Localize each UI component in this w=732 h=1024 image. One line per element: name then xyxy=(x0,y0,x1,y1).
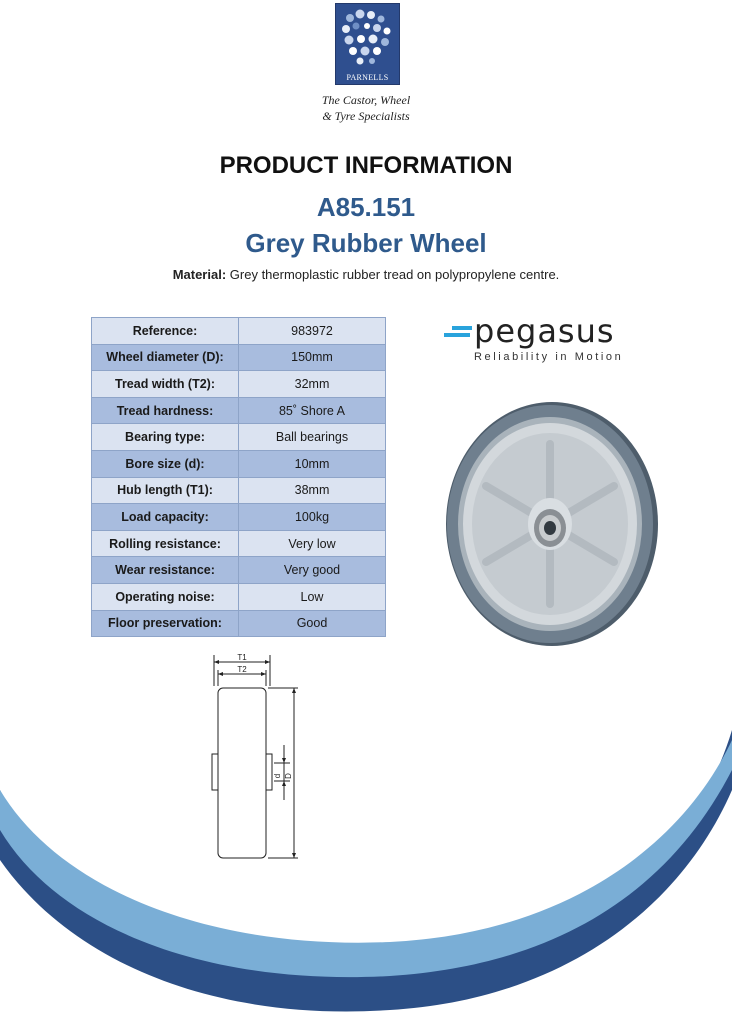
table-row xyxy=(92,450,386,477)
spec-value: 983972 xyxy=(239,318,386,345)
logo-tagline xyxy=(300,92,432,124)
spec-label: Bore size (d): xyxy=(92,450,239,477)
spec-value: 150mm xyxy=(239,344,386,371)
table-row xyxy=(92,583,386,610)
wheel-image xyxy=(442,400,658,648)
logo-circles-icon xyxy=(336,4,399,70)
table-row xyxy=(92,530,386,557)
spec-label: Operating noise: xyxy=(92,583,239,610)
spec-label: Wear resistance: xyxy=(92,557,239,584)
spec-value: 100kg xyxy=(239,504,386,531)
parnells-logo xyxy=(335,3,400,85)
table-row xyxy=(92,344,386,371)
spec-label: Load capacity: xyxy=(92,504,239,531)
spec-value: 38mm xyxy=(239,477,386,504)
material-text: Grey thermoplastic rubber tread on polypropylene centre. xyxy=(229,267,560,282)
table-row xyxy=(92,610,386,637)
spec-value: 85˚ Shore A xyxy=(239,397,386,424)
page-title: PRODUCT INFORMATION xyxy=(219,152,513,179)
spec-value: Very good xyxy=(239,557,386,584)
t2-label: T2 xyxy=(237,665,247,674)
diameter-label: D xyxy=(284,773,293,779)
table-row xyxy=(92,397,386,424)
product-name: Grey Rubber Wheel xyxy=(245,228,487,258)
table-row xyxy=(92,477,386,504)
spec-value: 32mm xyxy=(239,371,386,398)
spec-value: Good xyxy=(239,610,386,637)
spec-label: Wheel diameter (D): xyxy=(92,344,239,371)
pegasus-logo xyxy=(444,312,624,372)
spec-label: Rolling resistance: xyxy=(92,530,239,557)
table-row xyxy=(92,318,386,345)
spec-label: Floor preservation: xyxy=(92,610,239,637)
material-label: Material: xyxy=(172,267,227,282)
speed-lines-icon xyxy=(444,326,474,344)
brand-name: pegasus xyxy=(474,312,615,350)
product-code: A85.151 xyxy=(316,192,416,222)
spec-label: Hub length (T1): xyxy=(92,477,239,504)
spec-value: 10mm xyxy=(239,450,386,477)
spec-value: Very low xyxy=(239,530,386,557)
t1-label: T1 xyxy=(237,653,247,662)
material-line xyxy=(0,267,732,282)
table-row xyxy=(92,371,386,398)
bore-label: d xyxy=(273,773,282,779)
spec-label: Reference: xyxy=(92,318,239,345)
spec-label: Bearing type: xyxy=(92,424,239,451)
decorative-swoosh xyxy=(0,730,732,1024)
tagline-line-1: The Castor, Wheel xyxy=(321,93,411,107)
logo-name: PARNELLS xyxy=(346,73,389,82)
spec-value: Low xyxy=(239,583,386,610)
table-row xyxy=(92,504,386,531)
table-row xyxy=(92,424,386,451)
table-row xyxy=(92,557,386,584)
spec-label: Tread hardness: xyxy=(92,397,239,424)
spec-value: Ball bearings xyxy=(239,424,386,451)
brand-tagline: Reliability in Motion xyxy=(474,351,624,363)
spec-label: Tread width (T2): xyxy=(92,371,239,398)
tagline-line-2: & Tyre Specialists xyxy=(322,109,410,123)
spec-table xyxy=(91,317,386,637)
